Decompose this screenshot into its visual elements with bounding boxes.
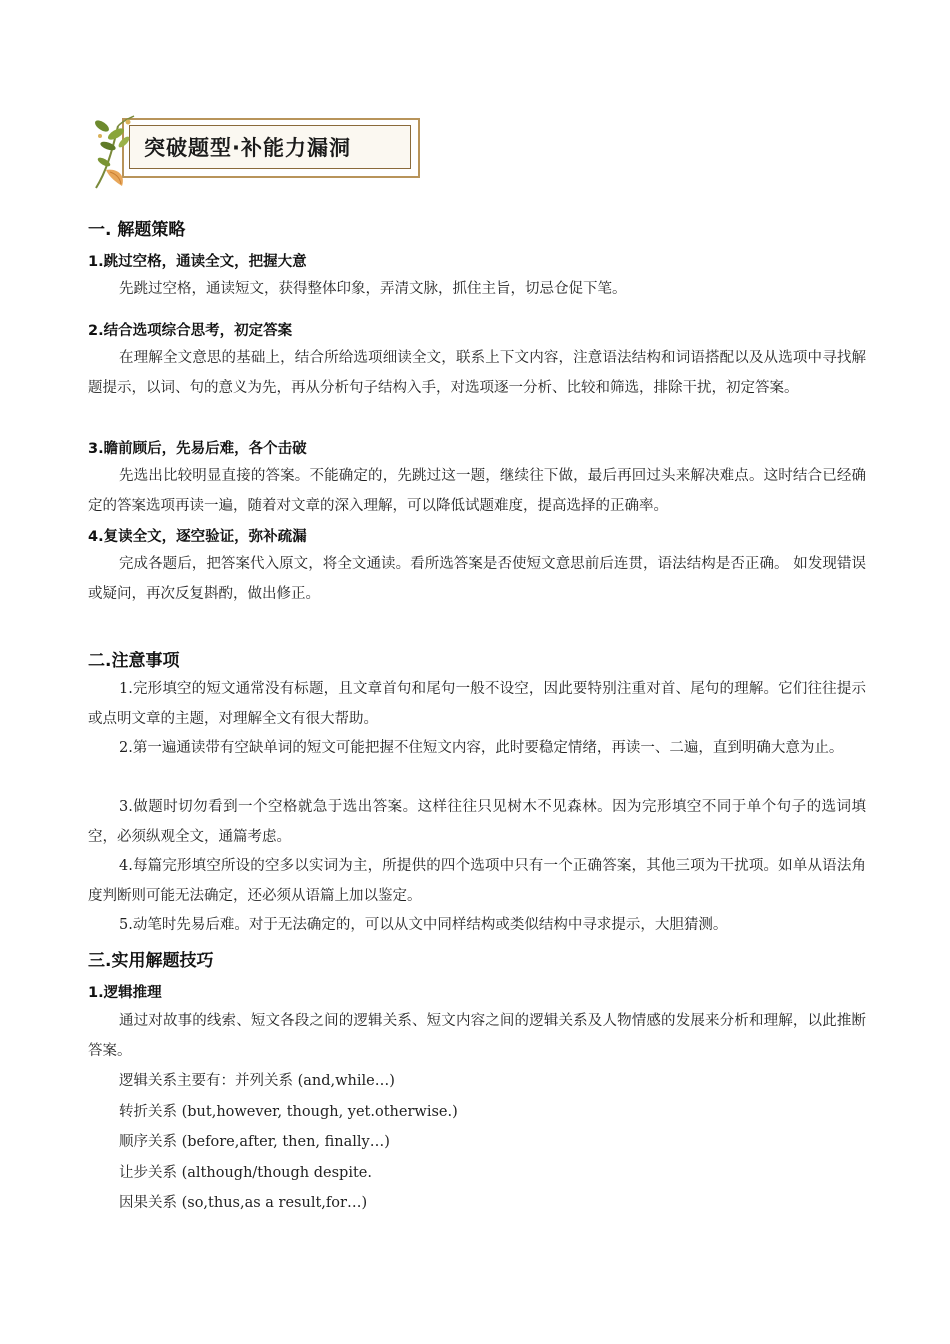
sub-heading: 1.逻辑推理 (88, 985, 162, 1001)
paragraph: 5.动笔时先易后难。对于无法确定的，可以从文中同样结构或类似结构中寻求提示，大胆猜测。 (119, 917, 728, 933)
relation-line: 因果关系 (so,thus,as a result,for…) (119, 1195, 368, 1211)
paragraph: 先跳过空格，通读短文，获得整体印象，弄清文脉，抓住主旨，切忌仓促下笔。 (119, 281, 627, 297)
paragraph: 完成各题后，把答案代入原文，将全文通读。看所选答案是否使短文意思前后连贯，语法结构是否正确。 如发现错误或疑问，再次反复斟酌，做出修正。 (88, 556, 866, 602)
sub-heading: 3.瞻前顾后，先易后难，各个击破 (88, 441, 307, 457)
sub-heading: 2.结合选项综合思考，初定答案 (88, 323, 293, 339)
paragraph: 3.做题时切勿看到一个空格就急于选出答案。这样往往只见树木不见森林。因为完形填空不同于单个句子的选词填空，必须纵观全文，通篇考虑。 (88, 799, 866, 845)
paragraph: 4.每篇完形填空所设的空多以实词为主，所提供的四个选项中只有一个正确答案，其他三项为干扰项。如单从语法角度判断则可能无法确定，还必须从语篇上加以鉴定。 (88, 858, 866, 904)
sub-heading: 1.跳过空格，通读全文，把握大意 (88, 254, 307, 270)
section-banner (88, 112, 428, 192)
paragraph: 2.第一遍通读带有空缺单词的短文可能把握不住短文内容，此时要稳定情绪，再读一、二遍，直到明确大意为止。 (119, 740, 844, 756)
section-heading: 一. 解题策略 (88, 220, 186, 240)
paragraph: 通过对故事的线索、短文各段之间的逻辑关系、短文内容之间的逻辑关系及人物情感的发展来分析和理解，以此推断答案。 (88, 1013, 866, 1059)
sub-heading: 4.复读全文，逐空验证，弥补疏漏 (88, 529, 307, 545)
relation-line: 让步关系 (although/though despite. (119, 1165, 372, 1181)
relation-line: 顺序关系 (before,after, then, finally…) (119, 1134, 390, 1150)
relation-line: 转折关系 (but,however, though, yet.otherwise.) (119, 1104, 458, 1120)
paragraph: 在理解全文意思的基础上，结合所给选项细读全文，联系上下文内容，注意语法结构和词语搭配以及从选项中寻找解题提示，以词、句的意义为先，再从分析句子结构入手，对选项逐一分析、比较和筛选，排除干扰，初定答案。 (88, 350, 866, 396)
section-heading: 二.注意事项 (88, 651, 180, 671)
banner-title: 突破题型·补能力漏洞 (144, 136, 351, 160)
section-heading: 三.实用解题技巧 (88, 951, 214, 971)
relation-line: 逻辑关系主要有：并列关系 (and,while…) (119, 1073, 395, 1089)
paragraph: 1.完形填空的短文通常没有标题，且文章首句和尾句一般不设空，因此要特别注重对首、尾句的理解。它们往往提示或点明文章的主题，对理解全文有很大帮助。 (88, 681, 866, 727)
paragraph: 先选出比较明显直接的答案。不能确定的，先跳过这一题，继续往下做，最后再回过头来解决难点。这时结合已经确定的答案选项再读一遍，随着对文章的深入理解，可以降低试题难度，提高选择的正确率。 (88, 468, 866, 514)
